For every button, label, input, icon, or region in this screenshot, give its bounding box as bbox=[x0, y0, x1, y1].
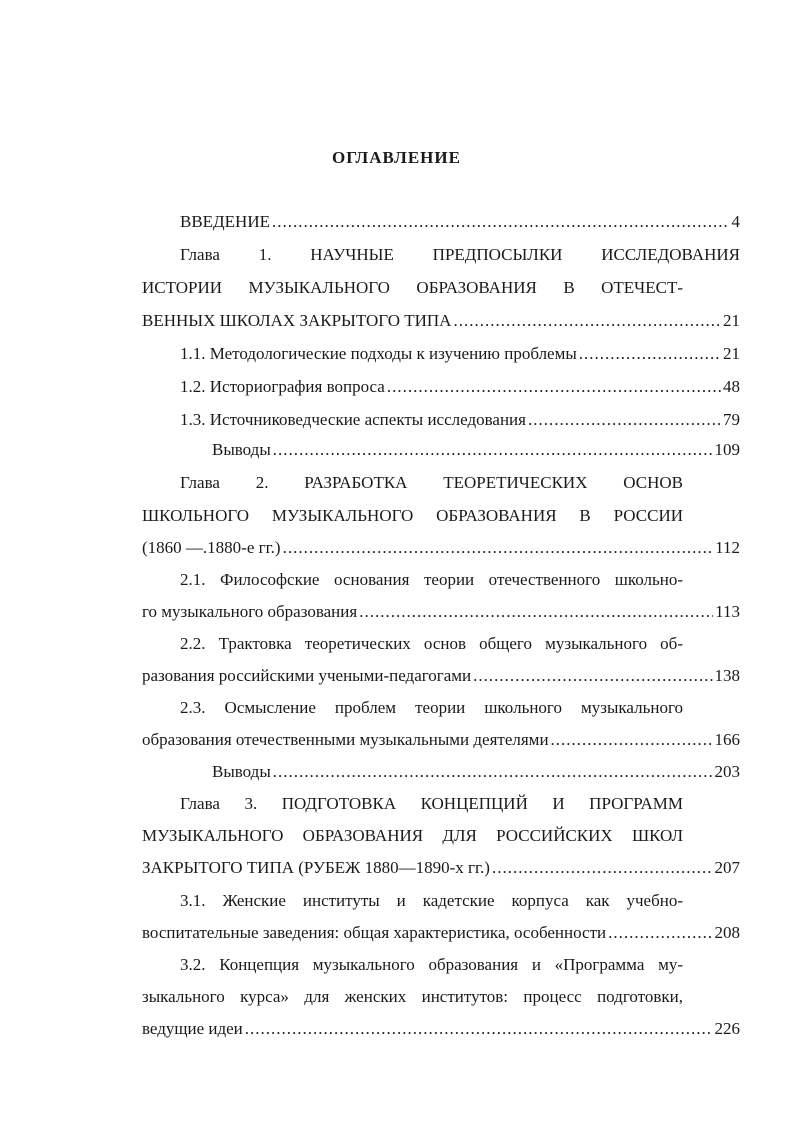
toc-entry-title: го музыкального образования bbox=[142, 602, 358, 621]
toc-section-2-3-line-2[interactable] bbox=[142, 729, 740, 751]
toc-page-number: 112 bbox=[715, 538, 740, 557]
toc-section-2-1-line-2[interactable] bbox=[142, 601, 740, 623]
page-title: ОГЛАВЛЕНИЕ bbox=[332, 148, 461, 167]
dot-leader bbox=[283, 537, 714, 559]
toc-section-1-1[interactable] bbox=[180, 343, 740, 365]
toc-entry-title: 1.3. Источниковедческие аспекты исследования bbox=[180, 410, 526, 429]
toc-entry-title: 1.2. Историография вопроса bbox=[180, 377, 385, 396]
toc-chapter-2-line-1[interactable]: Глава 2. РАЗРАБОТКА ТЕОРЕТИЧЕСКИХ ОСНОВ bbox=[180, 473, 683, 492]
toc-section-3-2-line-2[interactable]: зыкального курса» для женских институтов: процесс подготовки, bbox=[142, 987, 683, 1006]
dot-leader bbox=[273, 761, 713, 783]
toc-conclusions-1[interactable] bbox=[212, 439, 740, 461]
toc-entry-title: ВЕННЫХ ШКОЛАХ ЗАКРЫТОГО ТИПА bbox=[142, 311, 452, 330]
toc-entry-title: (1860 —.1880-е гг.) bbox=[142, 538, 281, 557]
toc-page-number: 138 bbox=[714, 666, 740, 685]
toc-section-3-1-line-1[interactable]: 3.1. Женские институты и кадетские корпуса как учебно- bbox=[180, 891, 683, 910]
toc-section-1-3[interactable] bbox=[180, 409, 740, 431]
toc-section-2-1-line-1[interactable]: 2.1. Философские основания теории отечественного школьно- bbox=[180, 570, 683, 589]
toc-entry-title: ведущие идеи bbox=[142, 1019, 243, 1038]
toc-chapter-1-line-3[interactable] bbox=[142, 310, 740, 332]
toc-page-number: 226 bbox=[714, 1019, 740, 1038]
toc-chapter-2-line-3[interactable] bbox=[142, 537, 740, 559]
dot-leader bbox=[528, 409, 721, 431]
toc-entry-title: Выводы bbox=[212, 762, 271, 781]
toc-page-number: 113 bbox=[715, 602, 740, 621]
toc-page-number: 79 bbox=[723, 410, 740, 429]
toc-section-3-1-line-2[interactable] bbox=[142, 922, 740, 944]
toc-conclusions-2[interactable] bbox=[212, 761, 740, 783]
toc-page-number: 208 bbox=[714, 923, 740, 942]
toc-section-2-3-line-1[interactable]: 2.3. Осмысление проблем теории школьного музыкального bbox=[180, 698, 683, 717]
toc-section-3-2-line-3[interactable] bbox=[142, 1018, 740, 1040]
toc-entry-title: воспитательные заведения: общая характеристика, особенности bbox=[142, 923, 607, 942]
toc-page-number: 4 bbox=[731, 212, 740, 231]
toc-entry-title: ЗАКРЫТОГО ТИПА (РУБЕЖ 1880—1890-х гг.) bbox=[142, 858, 490, 877]
dot-leader bbox=[551, 729, 713, 751]
toc-entry-title: Выводы bbox=[212, 440, 271, 459]
toc-page-number: 21 bbox=[723, 344, 740, 363]
toc-page-number: 109 bbox=[714, 440, 740, 459]
dot-leader bbox=[273, 439, 713, 461]
toc-entry-title: 1.1. Методологические подходы к изучению проблемы bbox=[180, 344, 577, 363]
toc-chapter-1-line-1[interactable]: Глава 1. НАУЧНЫЕ ПРЕДПОСЫЛКИ ИССЛЕДОВАНИЯ bbox=[180, 245, 740, 264]
toc-entry-title: разования российскими учеными-педагогами bbox=[142, 666, 472, 685]
dot-leader bbox=[579, 343, 721, 365]
dot-leader bbox=[245, 1018, 713, 1040]
toc-page-number: 21 bbox=[723, 311, 740, 330]
toc-chapter-2-line-2[interactable]: ШКОЛЬНОГО МУЗЫКАЛЬНОГО ОБРАЗОВАНИЯ В РОССИИ bbox=[142, 506, 683, 525]
toc-entry-title: ВВЕДЕНИЕ bbox=[180, 212, 270, 231]
toc-section-2-2-line-2[interactable] bbox=[142, 665, 740, 687]
toc-section-3-2-line-1[interactable]: 3.2. Концепция музыкального образования и «Программа му- bbox=[180, 955, 683, 974]
dot-leader bbox=[359, 601, 713, 623]
toc-page-number: 48 bbox=[723, 377, 740, 396]
dot-leader bbox=[608, 922, 712, 944]
dot-leader bbox=[453, 310, 721, 332]
toc-section-1-2[interactable] bbox=[180, 376, 740, 398]
toc-entry-introduction[interactable] bbox=[180, 211, 740, 233]
toc-chapter-3-line-3[interactable] bbox=[142, 857, 740, 879]
toc-page-number: 166 bbox=[714, 730, 740, 749]
dot-leader bbox=[492, 857, 713, 879]
toc-page-number: 207 bbox=[714, 858, 740, 877]
toc-chapter-1-line-2[interactable]: ИСТОРИИ МУЗЫКАЛЬНОГО ОБРАЗОВАНИЯ В ОТЕЧЕСТ- bbox=[142, 278, 683, 297]
toc-chapter-3-line-2[interactable]: МУЗЫКАЛЬНОГО ОБРАЗОВАНИЯ ДЛЯ РОССИЙСКИХ ШКОЛ bbox=[142, 826, 683, 845]
toc-section-2-2-line-1[interactable]: 2.2. Трактовка теоретических основ общего музыкального об- bbox=[180, 634, 683, 653]
dot-leader bbox=[387, 376, 721, 398]
toc-entry-title: образования отечественными музыкальными деятелями bbox=[142, 730, 549, 749]
toc-chapter-3-line-1[interactable]: Глава 3. ПОДГОТОВКА КОНЦЕПЦИЙ И ПРОГРАММ bbox=[180, 794, 683, 813]
dot-leader bbox=[272, 211, 730, 233]
dot-leader bbox=[473, 665, 712, 687]
toc-page-number: 203 bbox=[714, 762, 740, 781]
